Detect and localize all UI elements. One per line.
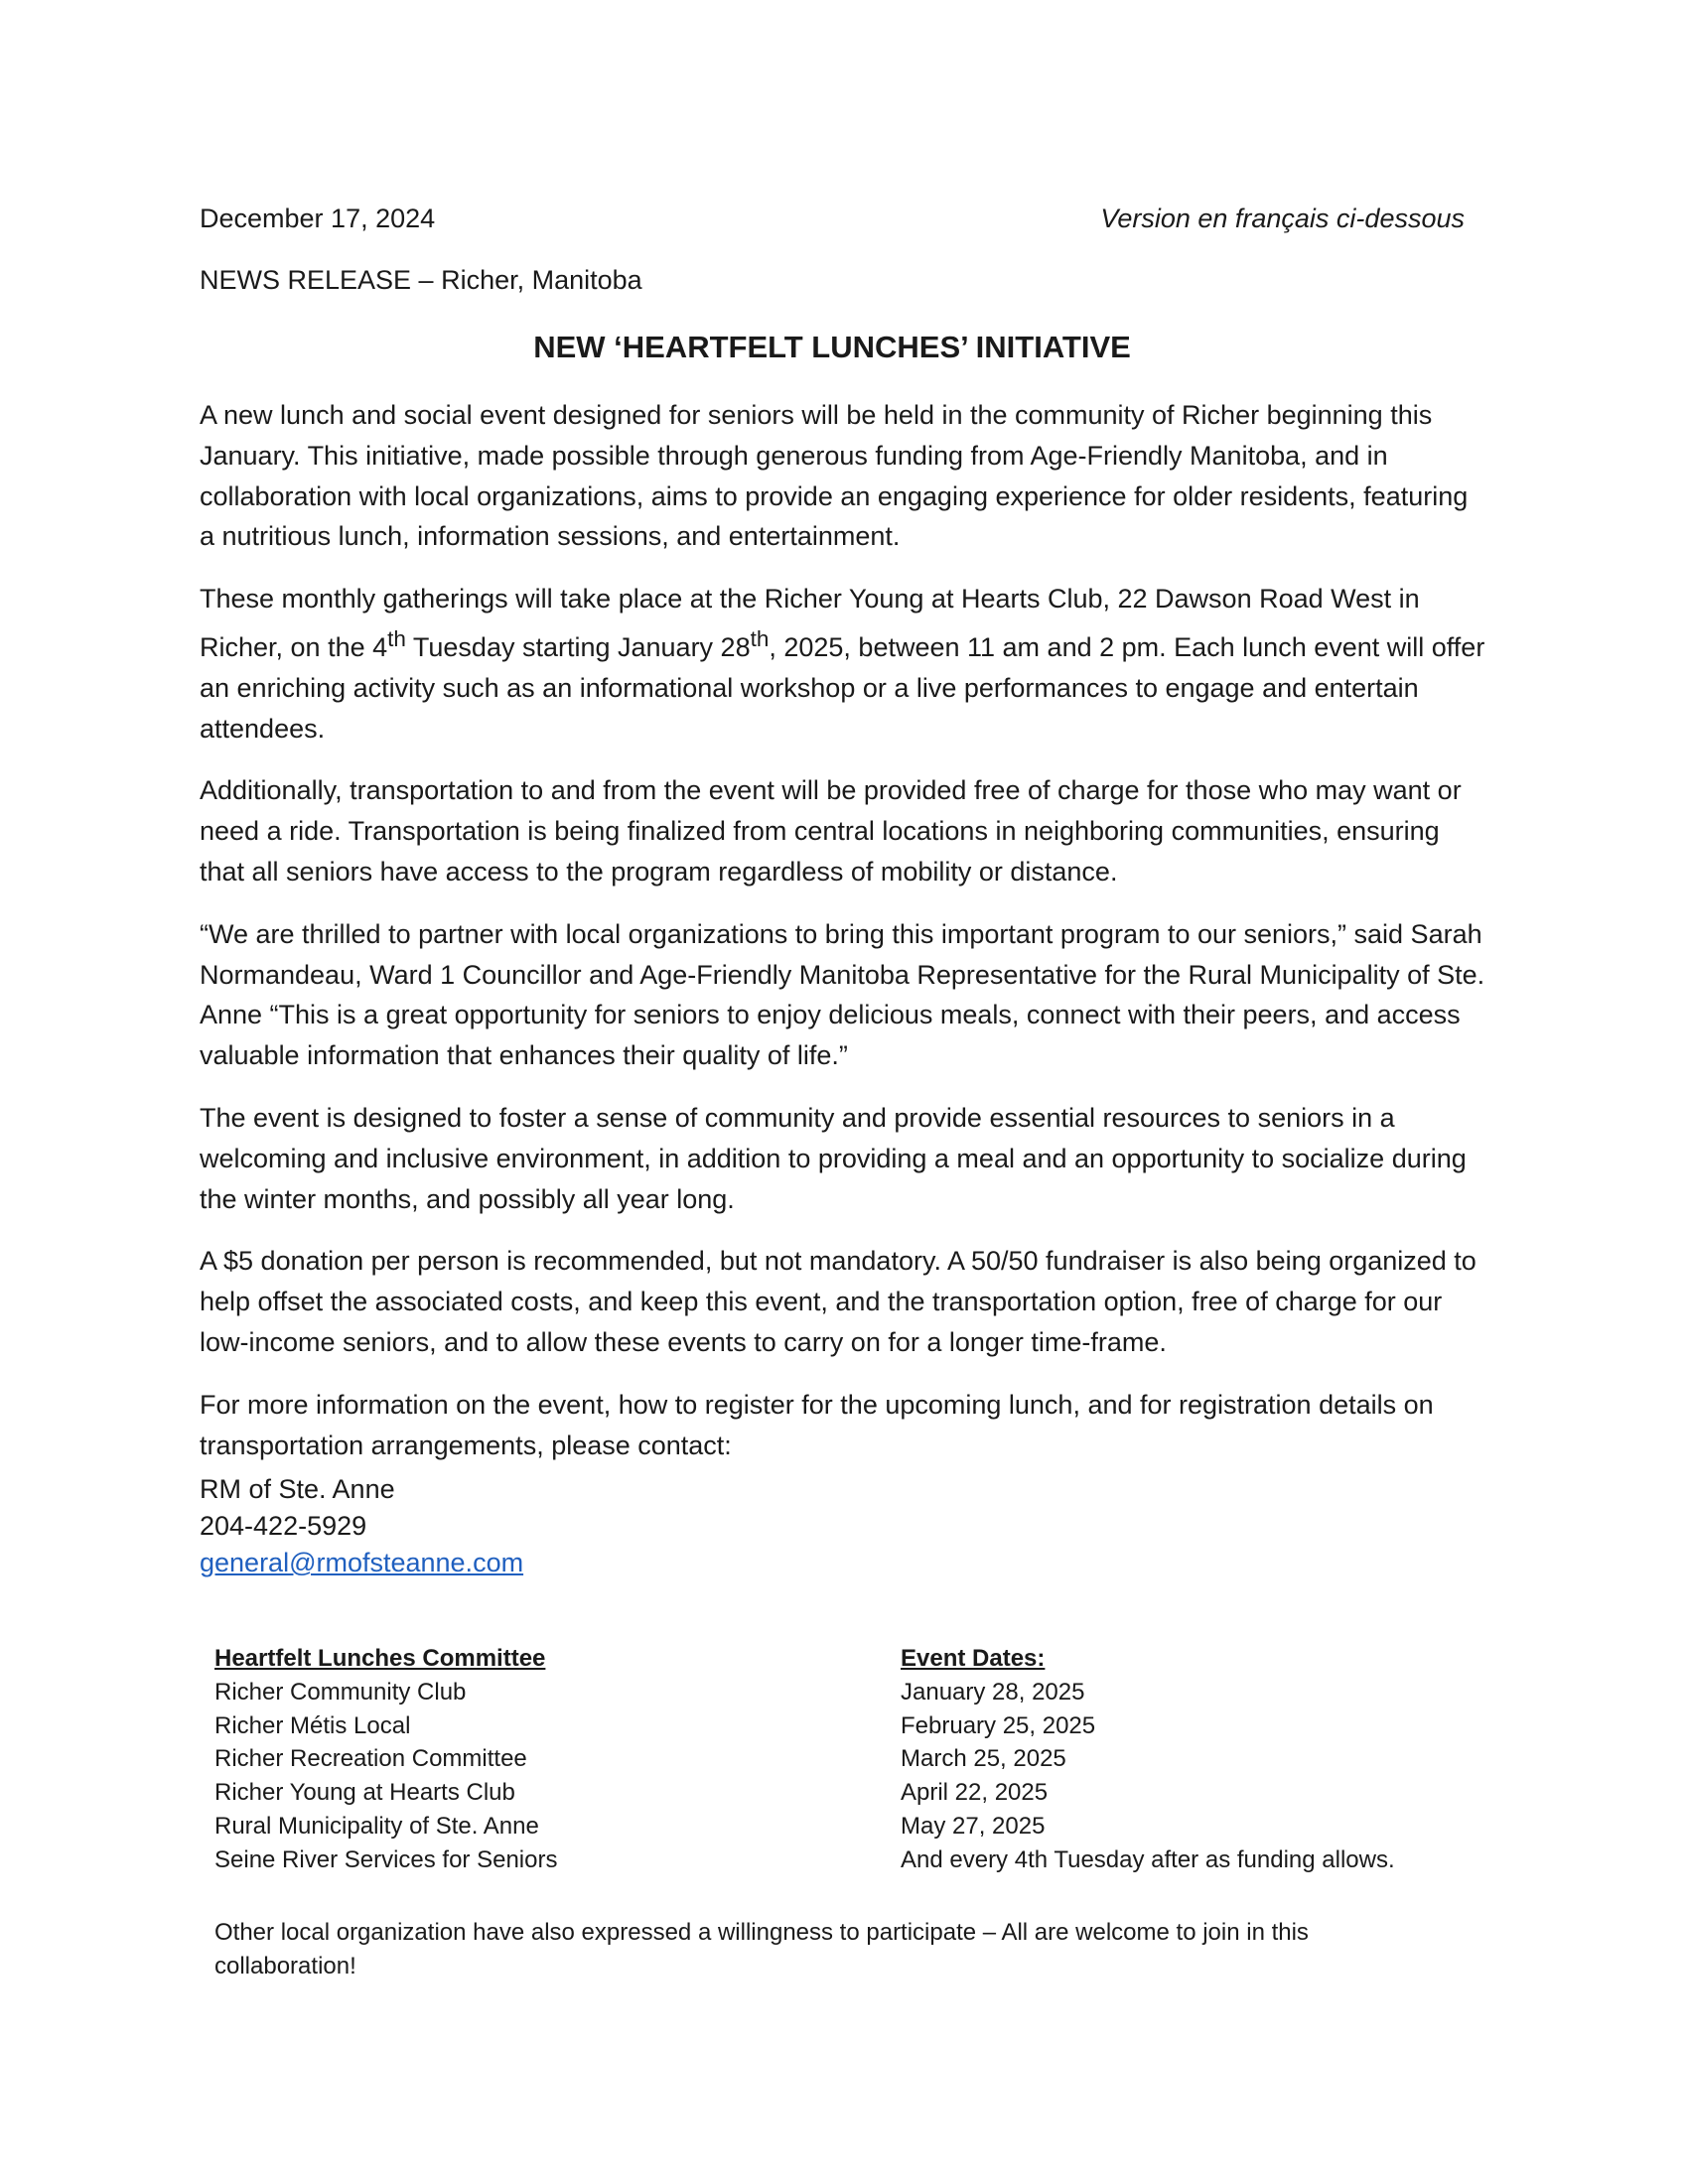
paragraph-location <box>200 579 1488 749</box>
committee-heading: Heartfelt Lunches Committee <box>214 1645 546 1672</box>
list-item: May 27, 2025 <box>901 1812 1046 1840</box>
ordinal-suffix: th <box>750 625 770 651</box>
paragraph-location-part-3: , 2025, between 11 am and 2 pm. Each lunch event will offer an enriching activity such as an informational workshop or a live performances to engage and entertain attendees. <box>200 631 1485 744</box>
event-dates-list <box>901 1642 1496 1877</box>
contact-phone: 204-422-5929 <box>200 1511 367 1541</box>
paragraph-more-info: For more information on the event, how to register for the upcoming lunch, and for registration details on transportation arrangements, please contact: <box>200 1389 1434 1460</box>
list-item: And every 4th Tuesday after as funding allows. <box>901 1845 1395 1873</box>
header-row <box>200 199 1465 238</box>
ordinal-suffix: th <box>387 625 406 651</box>
contact-email-link[interactable]: general@rmofsteanne.com <box>200 1548 524 1577</box>
list-item: Richer Young at Hearts Club <box>214 1779 515 1807</box>
paragraph-intro: A new lunch and social event designed for seniors will be held in the community of Richer beginning this January. This initiative, made possible through generous funding from Age-Friendly Manitoba, and in collaboration with local organizations, aims to provide an engaging experience for older residents, featuring a nutritious lunch, information sessions, and entertainment. <box>200 400 1469 552</box>
page-title: NEW ‘HEARTFELT LUNCHES’ INITIATIVE <box>533 330 1131 364</box>
body-text <box>200 395 1488 1487</box>
contact-name: RM of Ste. Anne <box>200 1474 395 1504</box>
list-item: Richer Recreation Committee <box>214 1745 527 1773</box>
list-item: March 25, 2025 <box>901 1745 1066 1773</box>
paragraph-location-part-2: Tuesday starting January 28 <box>405 631 751 662</box>
contact-block <box>200 1471 523 1581</box>
paragraph-transportation: Additionally, transportation to and from the event will be provided free of charge for those who may want or need a ride. Transportation is being finalized from central locations in neighboring communities, ensuring that all seniors have access to the program regardless of mobility or distance. <box>200 775 1462 887</box>
french-version-note: Version en français ci-dessous <box>1100 204 1465 233</box>
release-date: December 17, 2024 <box>200 204 436 233</box>
paragraph-donation: A $5 donation per person is recommended, but not mandatory. A 50/50 fundraiser is also being organized to help offset the associated costs, and keep this event, and the transportation option, free of charge for our low-income seniors, and to allow these events to carry on for a longer time-frame. <box>200 1246 1477 1357</box>
list-item: Rural Municipality of Ste. Anne <box>214 1812 539 1840</box>
news-release-line: NEWS RELEASE – Richer, Manitoba <box>200 265 642 295</box>
list-item: April 22, 2025 <box>901 1779 1049 1807</box>
list-item: Richer Community Club <box>214 1678 467 1706</box>
list-item: Seine River Services for Seniors <box>214 1845 558 1873</box>
event-dates-heading: Event Dates: <box>901 1645 1046 1672</box>
list-item: Richer Métis Local <box>214 1711 411 1739</box>
list-item: February 25, 2025 <box>901 1711 1096 1739</box>
paragraph-quote: “We are thrilled to partner with local organizations to bring this important program to our seniors,” said Sarah Normandeau, Ward 1 Councillor and Age-Friendly Manitoba Representative for the Rural Municipality of Ste. Anne “This is a great opportunity for seniors to enjoy delicious meals, connect with their peers, and access valuable information that enhances their quality of life.” <box>200 918 1485 1071</box>
paragraph-community: The event is designed to foster a sense of community and provide essential resources to seniors in a welcoming and inclusive environment, in addition to providing a meal and an opportunity to socialize during the winter months, and possibly all year long. <box>200 1102 1467 1214</box>
footer-note: Other local organization have also expressed a willingness to participate – All are welcome to join in this collaboration! <box>214 1919 1309 1979</box>
paragraph-location-part-1: These monthly gatherings will take place at the Richer Young at Hearts Club, 22 Dawson Road West in Richer, on the 4 <box>200 584 1420 662</box>
committee-list <box>214 1642 890 1877</box>
list-item: January 28, 2025 <box>901 1678 1085 1706</box>
